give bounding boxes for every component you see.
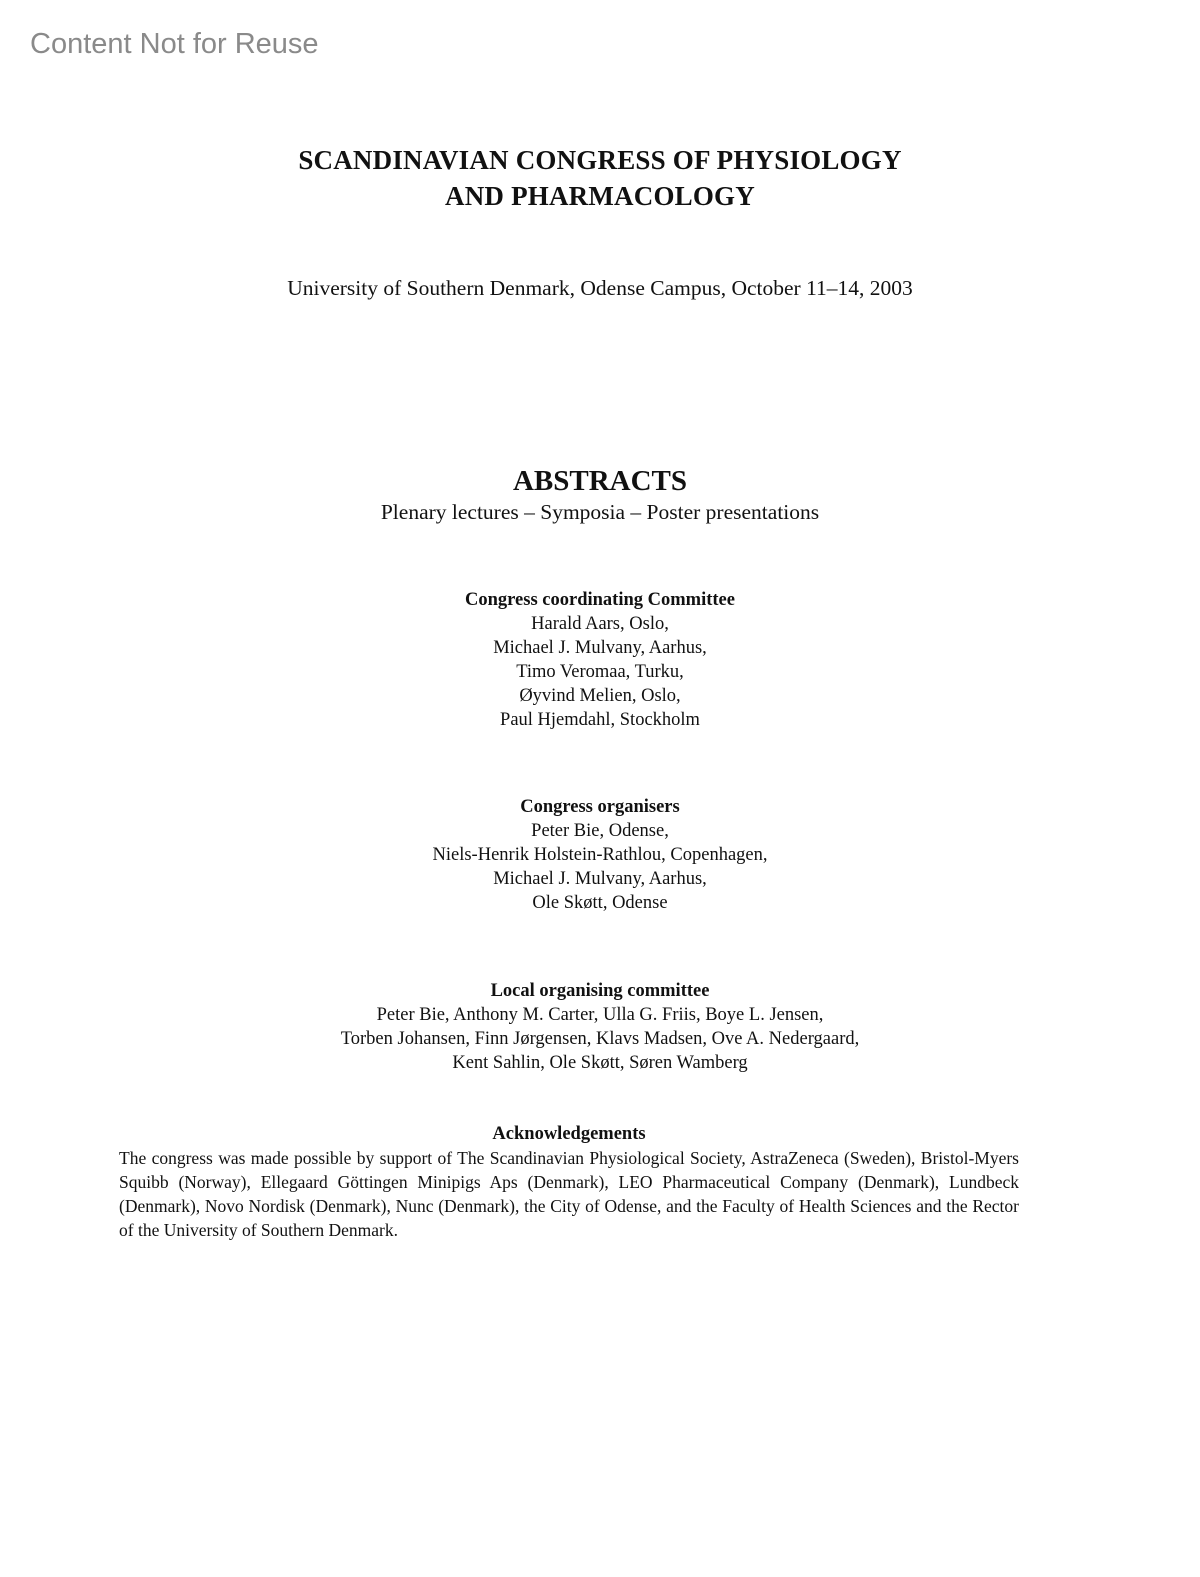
committee-member: Harald Aars, Oslo, — [531, 614, 669, 634]
local-committee-heading: Local organising committee — [490, 981, 710, 1001]
organisers-section — [0, 795, 1200, 915]
coordinating-committee-heading: Congress coordinating Committee — [465, 590, 735, 610]
acknowledgements-text: The congress was made possible by support of The Scandinavian Physiological Society, AstraZeneca (Sweden), Bristol-Myers Squibb (Norway), Ellegaard Göttingen Minipigs Aps (Denmark), LEO Pharmaceutical Company (Denmark), Lundbeck (Denmark), Novo Nordisk (Denmark), Nunc (Denmark), the City of Odense, and the Faculty of Health Sciences and the Rector of the University of Southern Denmark. — [119, 1148, 1019, 1240]
title-line-2: AND PHARMACOLOGY — [445, 181, 755, 211]
committee-member: Michael J. Mulvany, Aarhus, — [493, 638, 707, 658]
local-committee-line: Kent Sahlin, Ole Skøtt, Søren Wamberg — [452, 1053, 748, 1073]
local-committee-line: Torben Johansen, Finn Jørgensen, Klavs Madsen, Ove A. Nedergaard, — [340, 1029, 860, 1049]
abstracts-subtitle: Plenary lectures – Symposia – Poster presentations — [380, 500, 820, 524]
acknowledgements-heading: Acknowledgements — [492, 1124, 646, 1144]
committee-member: Paul Hjemdahl, Stockholm — [500, 710, 700, 730]
abstracts-heading: ABSTRACTS — [512, 465, 688, 497]
watermark-text: Content Not for Reuse — [30, 28, 319, 60]
organiser-member: Ole Skøtt, Odense — [532, 893, 668, 913]
coordinating-committee-section — [0, 588, 1200, 732]
acknowledgements-section — [119, 1122, 1019, 1242]
local-committee-line: Peter Bie, Anthony M. Carter, Ulla G. Friis, Boye L. Jensen, — [376, 1005, 824, 1025]
organisers-heading: Congress organisers — [520, 797, 680, 817]
document-title — [0, 142, 1200, 214]
committee-member: Timo Veromaa, Turku, — [516, 662, 684, 682]
organiser-member: Peter Bie, Odense, — [531, 821, 669, 841]
organiser-member: Michael J. Mulvany, Aarhus, — [493, 869, 707, 889]
committee-member: Øyvind Melien, Oslo, — [519, 686, 681, 706]
organiser-member: Niels-Henrik Holstein-Rathlou, Copenhagen, — [432, 845, 768, 865]
venue-line: University of Southern Denmark, Odense Campus, October 11–14, 2003 — [287, 276, 913, 300]
local-committee-section — [0, 979, 1200, 1075]
title-line-1: SCANDINAVIAN CONGRESS OF PHYSIOLOGY — [298, 145, 902, 175]
